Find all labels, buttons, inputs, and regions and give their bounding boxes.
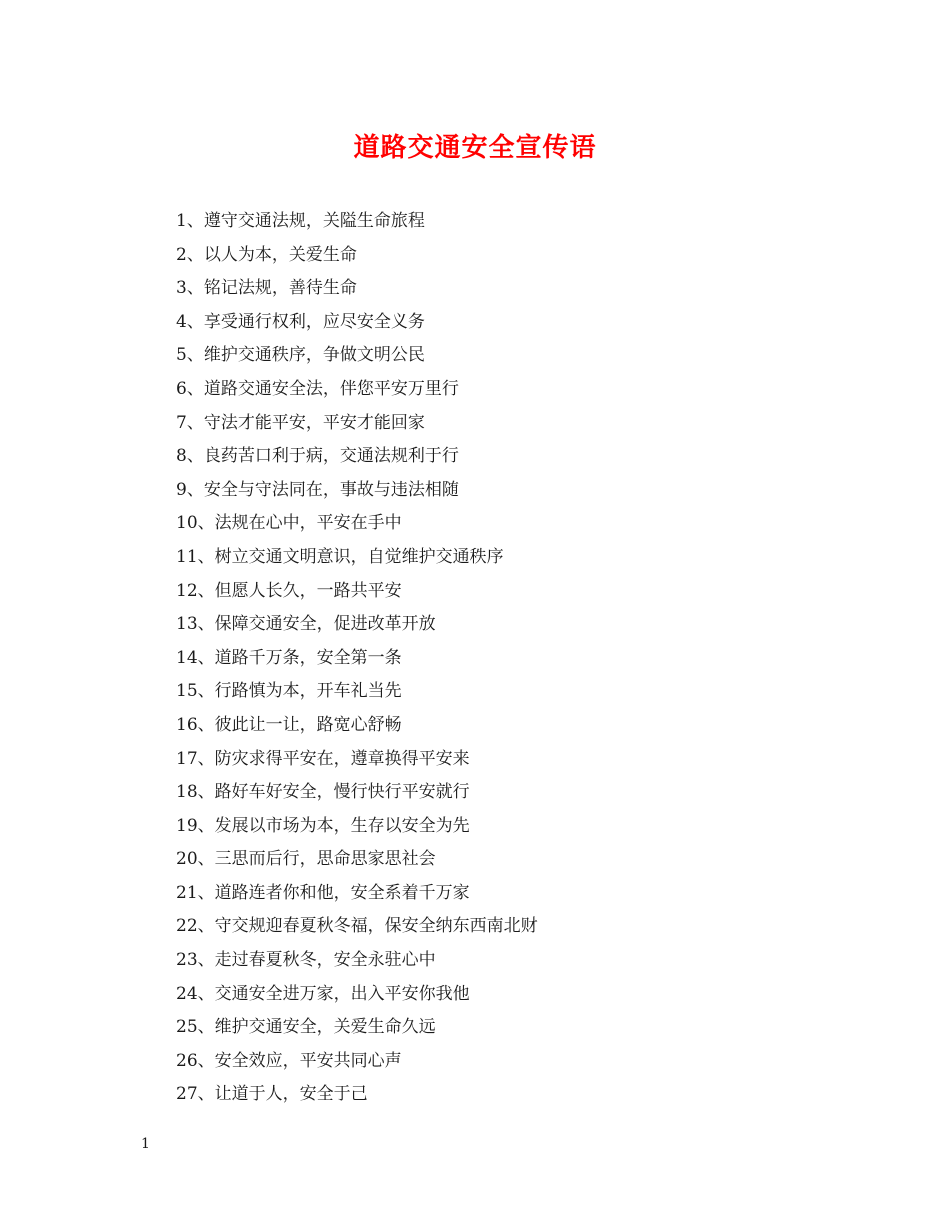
list-item: 11、树立交通文明意识，自觉维护交通秩序	[176, 546, 504, 567]
list-item: 6、道路交通安全法，伴您平安万里行	[176, 378, 459, 399]
list-item: 17、防灾求得平安在，遵章换得平安来	[176, 748, 470, 769]
list-item: 23、走过春夏秋冬，安全永驻心中	[176, 950, 436, 971]
list-item: 3、铭记法规，善待生命	[176, 278, 357, 299]
list-item: 8、良药苦口利于病，交通法规利于行	[176, 446, 459, 467]
slogan-list	[176, 205, 538, 1112]
list-item: 27、让道于人，安全于己	[176, 1084, 368, 1105]
list-item: 18、路好车好安全，慢行快行平安就行	[176, 782, 470, 803]
list-item: 19、发展以市场为本，生存以安全为先	[176, 815, 470, 836]
list-item: 1、遵守交通法规，关隘生命旅程	[176, 211, 425, 231]
list-item: 12、但愿人长久，一路共平安	[176, 580, 402, 601]
list-item: 2、以人为本，关爱生命	[176, 244, 357, 265]
list-item: 16、彼此让一让，路宽心舒畅	[176, 714, 402, 735]
list-item: 22、守交规迎春夏秋冬福，保安全纳东西南北财	[176, 916, 538, 937]
list-item: 9、安全与守法同在，事故与违法相随	[176, 479, 459, 500]
list-item: 26、安全效应，平安共同心声	[176, 1050, 402, 1071]
list-item: 7、守法才能平安，平安才能回家	[176, 412, 425, 433]
list-item: 15、行路慎为本，开车礼当先	[176, 681, 402, 702]
page-number: 1	[141, 1136, 150, 1152]
list-item: 20、三思而后行，思命思家思社会	[176, 849, 436, 870]
list-item: 10、法规在心中，平安在手中	[176, 513, 402, 534]
list-item: 21、道路连者你和他，安全系着千万家	[176, 882, 470, 903]
list-item: 24、交通安全进万家，出入平安你我他	[176, 983, 470, 1004]
list-item: 25、维护交通安全，关爱生命久远	[176, 1017, 436, 1038]
list-item: 5、维护交通秩序，争做文明公民	[176, 345, 425, 366]
document-title: 道路交通安全宣传语	[353, 133, 597, 163]
list-item: 14、道路千万条，安全第一条	[176, 647, 402, 668]
list-item: 4、享受通行权利，应尽安全义务	[176, 311, 425, 332]
list-item: 13、保障交通安全，促进改革开放	[176, 614, 436, 635]
